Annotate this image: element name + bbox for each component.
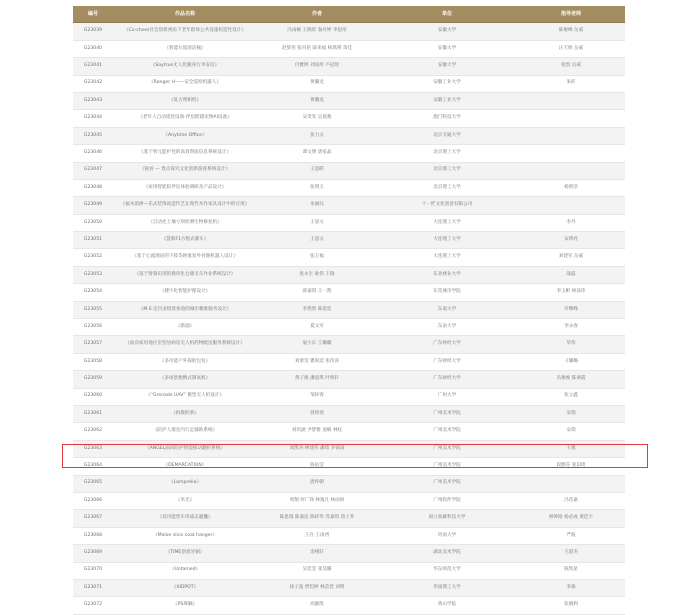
cell-id: G23044 (73, 110, 113, 127)
cell-advisor: 华伟 (517, 336, 625, 353)
cell-id: G23072 (73, 597, 113, 614)
table-row (73, 266, 625, 283)
cell-authors: 陈佑莹 (257, 458, 377, 475)
cell-id: G23050 (73, 214, 113, 231)
table-row (73, 197, 625, 214)
cell-unit: 湖北美术学院 (377, 545, 517, 562)
cell-authors: 邹梓春 (257, 388, 377, 405)
cell-unit: 东北林业大学 (377, 266, 517, 283)
cell-authors: 张明玉 (257, 179, 377, 196)
cell-title: 《双功能型车用战击避囊》 (113, 510, 257, 527)
cell-authors: 付雅婷 刘雨彤 卢冠瑶 (257, 58, 377, 75)
cell-id: G23068 (73, 527, 113, 544)
table-row (73, 423, 625, 440)
cell-title: 《XIDPOT》 (113, 579, 257, 596)
cell-title: 《Lamprelia》 (113, 475, 257, 492)
cell-title: 《面向家用地区室型居病房无人机药物配送服务系统设计》 (113, 336, 257, 353)
cell-title: 《基于心流理论的下肢等距康复外骨骼机器人设计》 (113, 249, 257, 266)
cell-unit: 安徽大学 (377, 58, 517, 75)
cell-id: G23053 (73, 266, 113, 283)
cell-title: 《Ranger H——安全巡检机器人》 (113, 75, 257, 92)
cell-id: G23052 (73, 249, 113, 266)
cell-advisor: 陈俊峰 岳威 (517, 23, 625, 40)
cell-id: G23063 (73, 440, 113, 457)
cell-advisor: 冯苗嘉 (517, 492, 625, 509)
cell-advisor: 林钟阳 杨必成 黄佳宇 (517, 510, 625, 527)
table-row (73, 545, 625, 562)
cell-authors: 晏小东 王璐璐 (257, 336, 377, 353)
cell-unit: 安徽工业大学 (377, 75, 517, 92)
cell-id: G23055 (73, 301, 113, 318)
cell-authors: 王存 王雨西 (257, 527, 377, 544)
cell-advisor (517, 162, 625, 179)
cell-id: G23060 (73, 388, 113, 405)
table-row (73, 214, 625, 231)
cell-unit: 十一匠文化创意有限公司 (377, 197, 517, 214)
cell-advisor: 安瑞 (517, 423, 625, 440)
cell-title: 《福木韵律—乐式装饰而造传艺在现代木作家具设计中的应用》 (113, 197, 257, 214)
cell-title: 《Untamed》 (113, 562, 257, 579)
cell-authors: 夏文可 (257, 319, 377, 336)
cell-title: 《米光》 (113, 492, 257, 509)
cell-unit: 安徽大学 (377, 40, 517, 57)
cell-advisor: 杨智浩 (517, 179, 625, 196)
cell-title: 《陪护人群室内行走辅助系统》 (113, 423, 257, 440)
cell-advisor (517, 197, 625, 214)
cell-unit: 北京理工大学 (377, 145, 517, 162)
cell-title: 《复古照相机》 (113, 92, 257, 109)
table-row (73, 371, 625, 388)
cell-id: G23039 (73, 23, 113, 40)
cell-unit: 北京理工大学 (377, 162, 517, 179)
cell-title: 《新剧》 (113, 319, 257, 336)
cell-advisor: 王湛杰 (517, 545, 625, 562)
cell-title: 《自动化土壤亏刻检测生物修复机》 (113, 214, 257, 231)
cell-advisor: 汪天娇 岳威 (517, 40, 625, 57)
cell-id: G23045 (73, 127, 113, 144)
cell-authors: 李然然 陈思廷 (257, 301, 377, 318)
cell-title: 《慧新F1方程式赛车》 (113, 232, 257, 249)
table-row (73, 579, 625, 596)
cell-unit: 广东财经大学 (377, 371, 517, 388)
cell-title: 《多场景便携式制氧机》 (113, 371, 257, 388)
cell-unit: 河南大学 (377, 527, 517, 544)
cell-authors: 刘凯涛 林建伟 潘琦 李锦雨 (257, 440, 377, 457)
cell-authors: 徐子盈 贾钧婷 林芸萱 刘明 (257, 579, 377, 596)
cell-title: 《家用智能陪伴仪体验调研及产品设计》 (113, 179, 257, 196)
cell-unit: 广州美术学院 (377, 475, 517, 492)
award-table (73, 6, 625, 615)
cell-advisor: 李丹 (517, 214, 625, 231)
cell-authors: 刘蕾莹 瞿锐奕 张伟涛 (257, 353, 377, 370)
table-row (73, 475, 625, 492)
table-row (73, 284, 625, 301)
cell-unit: 安徽工业大学 (377, 92, 517, 109)
cell-unit: 东南大学 (377, 301, 517, 318)
cell-unit: 广东财经大学 (377, 353, 517, 370)
cell-unit: 广州美术学院 (377, 440, 517, 457)
table-row (73, 492, 625, 509)
cell-authors: 朱丽珏 (257, 197, 377, 214)
cell-title: 《Saytrue无人化随身行李安培》 (113, 58, 257, 75)
header-title: 作品名称 (113, 6, 257, 23)
cell-authors: 黄璐龙 (257, 92, 377, 109)
cell-title: 《TIME创意牙刷》 (113, 545, 257, 562)
cell-unit: 北京交通大学 (377, 127, 517, 144)
cell-id: G23043 (73, 92, 113, 109)
cell-title: 《Melon slice coat hanger》 (113, 527, 257, 544)
cell-id: G23071 (73, 579, 113, 596)
cell-id: G23064 (73, 458, 113, 475)
cell-title: 《“Grenade UAV” 微型无人机设计》 (113, 388, 257, 405)
cell-authors: 王思文 (257, 214, 377, 231)
cell-id: G23057 (73, 336, 113, 353)
cell-unit: 国立高雄科技大学 (377, 510, 517, 527)
cell-advisor: 宋明亮 (517, 232, 625, 249)
cell-unit: 东南大学 (377, 319, 517, 336)
cell-id: G23049 (73, 197, 113, 214)
table-row (73, 405, 625, 422)
cell-advisor: 段颢芬 张旧琦 (517, 458, 625, 475)
cell-title: 《基于智元能护性的高效资质信息系统设计》 (113, 145, 257, 162)
cell-advisor: 张立鑫 (517, 388, 625, 405)
cell-unit: 广州软件学院 (377, 492, 517, 509)
table-row (73, 353, 625, 370)
header-unit: 单位 (377, 6, 517, 23)
cell-id: G23047 (73, 162, 113, 179)
table-row (73, 179, 625, 196)
cell-advisor: 王澳 (517, 440, 625, 457)
cell-title: 《DEMARCATION》 (113, 458, 257, 475)
cell-title: 《智能垃圾清洁桶》 (113, 40, 257, 57)
cell-title: 《M.S.室内多情景体验的城市精准服务设计》 (113, 301, 257, 318)
cell-unit: 大连理工大学 (377, 232, 517, 249)
cell-id: G23067 (73, 510, 113, 527)
cell-unit: 东莞城市学院 (377, 284, 517, 301)
cell-id: G23069 (73, 545, 113, 562)
cell-id: G23054 (73, 284, 113, 301)
cell-id: G23056 (73, 319, 113, 336)
table-row (73, 40, 625, 57)
cell-authors: 张力文 (257, 127, 377, 144)
cell-authors: 薛嘉琪 王一凯 (257, 284, 377, 301)
cell-authors: 冯雨桐 王晓彤 秦丹婷 李思彤 (257, 23, 377, 40)
table-row (73, 145, 625, 162)
cell-authors: 吴雯雯 吴晨燕 (257, 110, 377, 127)
cell-advisor (517, 110, 625, 127)
cell-advisor (517, 92, 625, 109)
cell-authors: 王思文 (257, 232, 377, 249)
cell-advisor: 陈凯星 (517, 562, 625, 579)
cell-id: G23061 (73, 405, 113, 422)
table-row (73, 23, 625, 40)
cell-unit: 澳门科技大学 (377, 110, 517, 127)
table-row (73, 232, 625, 249)
header-authors: 作者 (257, 6, 377, 23)
award-table-container (73, 6, 625, 615)
table-row (73, 388, 625, 405)
table-row (73, 162, 625, 179)
cell-authors: 张万福 (257, 249, 377, 266)
cell-advisor (517, 475, 625, 492)
cell-title: 《Co-chess社会创新视角下老年群体公共设施构造性设计》 (113, 23, 257, 40)
cell-unit: 广州美术学院 (377, 405, 517, 422)
cell-authors: 王思皓 (257, 162, 377, 179)
cell-advisor (517, 145, 625, 162)
cell-authors: 高静凯 (257, 597, 377, 614)
cell-advisor: 李玉彬 林泽玮 (517, 284, 625, 301)
table-row (73, 440, 625, 457)
cell-authors: 赵梦茜 张闪伦 薛来福 杨琪瑛 余佳 (257, 40, 377, 57)
table-row (73, 597, 625, 614)
cell-id: G23051 (73, 232, 113, 249)
cell-unit: 广东财经大学 (377, 336, 517, 353)
cell-advisor: 冯俊俊 陈翠霞 (517, 371, 625, 388)
cell-id: G23059 (73, 371, 113, 388)
cell-title: 《Anytime Office》 (113, 127, 257, 144)
cell-id: G23066 (73, 492, 113, 509)
cell-id: G23041 (73, 58, 113, 75)
cell-authors: 刘芮涵 尹梦雅 姜楠 林柱 (257, 423, 377, 440)
cell-title: 《拆散的茶》 (113, 405, 257, 422)
cell-advisor: 李永春 (517, 319, 625, 336)
cell-id: G23040 (73, 40, 113, 57)
header-id: 编号 (73, 6, 113, 23)
cell-id: G23062 (73, 423, 113, 440)
table-row (73, 510, 625, 527)
cell-advisor: 张晓利 (517, 597, 625, 614)
table-row (73, 458, 625, 475)
table-row (73, 336, 625, 353)
cell-advisor: 朱旺 (517, 75, 625, 92)
cell-title: 《楼宇化智能护理设计》 (113, 284, 257, 301)
table-row (73, 527, 625, 544)
cell-authors: 黄子俊 潘思琪 叶明轩 (257, 371, 377, 388)
cell-unit: 安徽大学 (377, 23, 517, 40)
table-row (73, 301, 625, 318)
cell-title: 《多功能户外探险包包》 (113, 353, 257, 370)
cell-unit: 大连理工大学 (377, 249, 517, 266)
cell-authors: 唐梓朝 (257, 475, 377, 492)
cell-advisor: 安瑞 (517, 405, 625, 422)
cell-advisor: 李森 (517, 579, 625, 596)
cell-authors: 谭文博 唐家晶 (257, 145, 377, 162)
cell-advisor: 张凯 岳威 (517, 58, 625, 75)
cell-authors: 张永生 耿伟 王瑞 (257, 266, 377, 283)
table-row (73, 92, 625, 109)
table-row (73, 562, 625, 579)
table-header (73, 6, 625, 23)
cell-title: 《基于射频识别的模块化仓储叉车作业系统设计》 (113, 266, 257, 283)
header-row (73, 6, 625, 23)
table-row (73, 319, 625, 336)
cell-unit: 黄山学院 (377, 597, 517, 614)
cell-id: G23065 (73, 475, 113, 492)
cell-authors: 黄璐龙 (257, 75, 377, 92)
cell-id: G23058 (73, 353, 113, 370)
cell-unit: 广州美术学院 (377, 423, 517, 440)
cell-unit: 北京理工大学 (377, 179, 517, 196)
table-row (73, 110, 625, 127)
cell-unit: 大连理工大学 (377, 214, 517, 231)
cell-id: G23042 (73, 75, 113, 92)
cell-unit: 华南理工大学 (377, 579, 517, 596)
cell-unit: 广州美术学院 (377, 458, 517, 475)
table-body (73, 23, 625, 614)
cell-advisor: 刁璐璐 (517, 353, 625, 370)
cell-authors: 陈思漫 陈嘉昆 陈梓华 苏嘉琪 唐子乔 (257, 510, 377, 527)
cell-authors: 吴佳莹 张昊璐 (257, 562, 377, 579)
cell-id: G23070 (73, 562, 113, 579)
cell-advisor: 许继峰 (517, 301, 625, 318)
cell-id: G23048 (73, 179, 113, 196)
cell-title: 《PS珠触》 (113, 597, 257, 614)
table-row (73, 75, 625, 92)
table-row (73, 249, 625, 266)
cell-id: G23046 (73, 145, 113, 162)
cell-authors: 周翔 何广铮 林逸凡 林雨妍 (257, 492, 377, 509)
table-row (73, 127, 625, 144)
cell-title: 《ANGEL面向陪护智能移动翻折系统》 (113, 440, 257, 457)
cell-advisor: 战磊 (517, 266, 625, 283)
cell-advisor: 刘建军 岳威 (517, 249, 625, 266)
table-row (73, 58, 625, 75)
header-advisor: 指导老师 (517, 6, 625, 23)
cell-advisor (517, 127, 625, 144)
cell-authors: 曾梓瑶 (257, 405, 377, 422)
cell-advisor: 严波 (517, 527, 625, 544)
cell-unit: 华东师范大学 (377, 562, 517, 579)
cell-title: 《老年人自动遥控设备-伴侣跨越宠物AI设备》 (113, 110, 257, 127)
cell-authors: 余栩轩 (257, 545, 377, 562)
cell-unit: 广州大学 (377, 388, 517, 405)
cell-title: 《锐看 — 景点探究文化创新游客系统设计》 (113, 162, 257, 179)
